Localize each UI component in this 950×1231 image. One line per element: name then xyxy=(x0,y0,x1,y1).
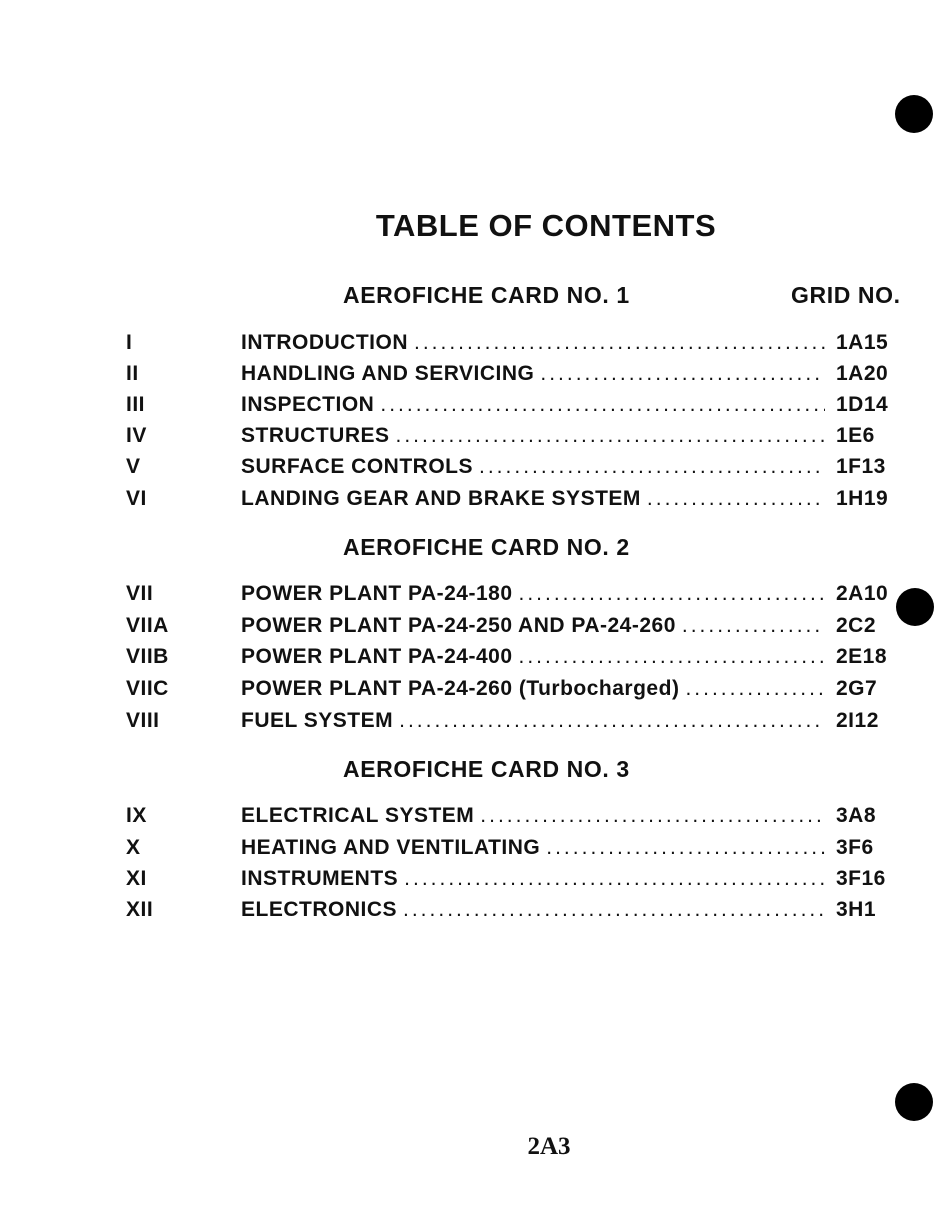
section-number: IV xyxy=(126,424,147,447)
section-title: INSPECTION xyxy=(241,393,375,416)
grid-number: 1D14 xyxy=(836,393,889,416)
section-number: IX xyxy=(126,804,147,827)
section-title-line xyxy=(241,582,825,606)
section-title: HEATING AND VENTILATING xyxy=(241,836,541,859)
grid-number: 2C2 xyxy=(836,614,877,637)
grid-number: 3H1 xyxy=(836,898,877,921)
grid-number: 2A10 xyxy=(836,582,889,605)
grid-number: 2I12 xyxy=(836,709,879,732)
section-title-line xyxy=(241,677,825,701)
grid-number: 2G7 xyxy=(836,677,878,700)
toc-row[interactable] xyxy=(0,867,950,895)
section-title: FUEL SYSTEM xyxy=(241,709,394,732)
grid-number: 1H19 xyxy=(836,487,889,510)
grid-number: 1A15 xyxy=(836,331,889,354)
page-title: TABLE OF CONTENTS xyxy=(375,208,717,243)
toc-row[interactable] xyxy=(0,677,950,705)
section-title: LANDING GEAR AND BRAKE SYSTEM xyxy=(241,487,641,510)
grid-number: 3F16 xyxy=(836,867,886,890)
section-number: III xyxy=(126,393,146,416)
card-heading-1: AEROFICHE CARD NO. 1 xyxy=(343,282,630,308)
toc-row[interactable] xyxy=(0,898,950,926)
card-heading-3: AEROFICHE CARD NO. 3 xyxy=(343,756,630,782)
section-number: VI xyxy=(126,487,147,510)
section-title-line xyxy=(241,709,825,733)
dot-leader xyxy=(685,677,825,701)
toc-row[interactable] xyxy=(0,804,950,832)
section-title-line xyxy=(241,393,825,417)
dot-leader xyxy=(519,645,826,669)
dot-leader xyxy=(647,487,825,511)
section-title: ELECTRICAL SYSTEM xyxy=(241,804,475,827)
grid-number: 1F13 xyxy=(836,455,886,478)
section-number: VIIA xyxy=(126,614,169,637)
section-number: V xyxy=(126,455,141,478)
section-title: POWER PLANT PA-24-260 (Turbocharged) xyxy=(241,677,680,700)
toc-row[interactable] xyxy=(0,487,950,515)
section-number: XII xyxy=(126,898,154,921)
grid-column-heading: GRID NO. xyxy=(791,282,901,308)
section-title: HANDLING AND SERVICING xyxy=(241,362,535,385)
section-title: INSTRUMENTS xyxy=(241,867,399,890)
grid-number: 1A20 xyxy=(836,362,889,385)
page-number: 2A3 xyxy=(527,1133,571,1160)
section-number: I xyxy=(126,331,133,354)
section-title-line xyxy=(241,804,825,828)
section-title-line xyxy=(241,487,825,511)
toc-row[interactable] xyxy=(0,614,950,642)
dot-leader xyxy=(403,898,825,922)
dot-leader xyxy=(396,424,825,448)
section-number: VII xyxy=(126,582,154,605)
section-number: VIII xyxy=(126,709,160,732)
binder-hole-bottom xyxy=(895,1083,933,1121)
dot-leader xyxy=(480,804,825,828)
dot-leader xyxy=(519,582,826,606)
section-title: POWER PLANT PA-24-180 xyxy=(241,582,513,605)
section-title-line xyxy=(241,898,825,922)
dot-leader xyxy=(414,331,825,355)
binder-hole-top xyxy=(895,95,933,133)
toc-row[interactable] xyxy=(0,836,950,864)
toc-row[interactable] xyxy=(0,645,950,673)
grid-number: 3A8 xyxy=(836,804,877,827)
dot-leader xyxy=(540,362,825,386)
toc-row[interactable] xyxy=(0,709,950,737)
toc-row[interactable] xyxy=(0,424,950,452)
dot-leader xyxy=(479,455,825,479)
toc-row[interactable] xyxy=(0,331,950,359)
section-title: POWER PLANT PA-24-250 AND PA-24-260 xyxy=(241,614,676,637)
dot-leader xyxy=(404,867,825,891)
section-title-line xyxy=(241,331,825,355)
grid-number: 1E6 xyxy=(836,424,875,447)
grid-number: 3F6 xyxy=(836,836,874,859)
section-number: XI xyxy=(126,867,147,890)
section-title: STRUCTURES xyxy=(241,424,390,447)
toc-row[interactable] xyxy=(0,455,950,483)
section-title-line xyxy=(241,836,825,860)
section-number: II xyxy=(126,362,139,385)
toc-row[interactable] xyxy=(0,362,950,390)
dot-leader xyxy=(380,393,825,417)
toc-row[interactable] xyxy=(0,393,950,421)
toc-row[interactable] xyxy=(0,582,950,610)
dot-leader xyxy=(682,614,825,638)
section-title-line xyxy=(241,645,825,669)
section-title: ELECTRONICS xyxy=(241,898,398,921)
section-title-line xyxy=(241,455,825,479)
section-title-line xyxy=(241,424,825,448)
section-number: VIIB xyxy=(126,645,169,668)
section-title: POWER PLANT PA-24-400 xyxy=(241,645,513,668)
dot-leader xyxy=(546,836,825,860)
dot-leader xyxy=(399,709,825,733)
section-title: SURFACE CONTROLS xyxy=(241,455,474,478)
section-title-line xyxy=(241,614,825,638)
section-number: X xyxy=(126,836,141,859)
section-title-line xyxy=(241,867,825,891)
card-heading-2: AEROFICHE CARD NO. 2 xyxy=(343,534,630,560)
section-title-line xyxy=(241,362,825,386)
section-title: INTRODUCTION xyxy=(241,331,408,354)
section-number: VIIC xyxy=(126,677,169,700)
grid-number: 2E18 xyxy=(836,645,888,668)
